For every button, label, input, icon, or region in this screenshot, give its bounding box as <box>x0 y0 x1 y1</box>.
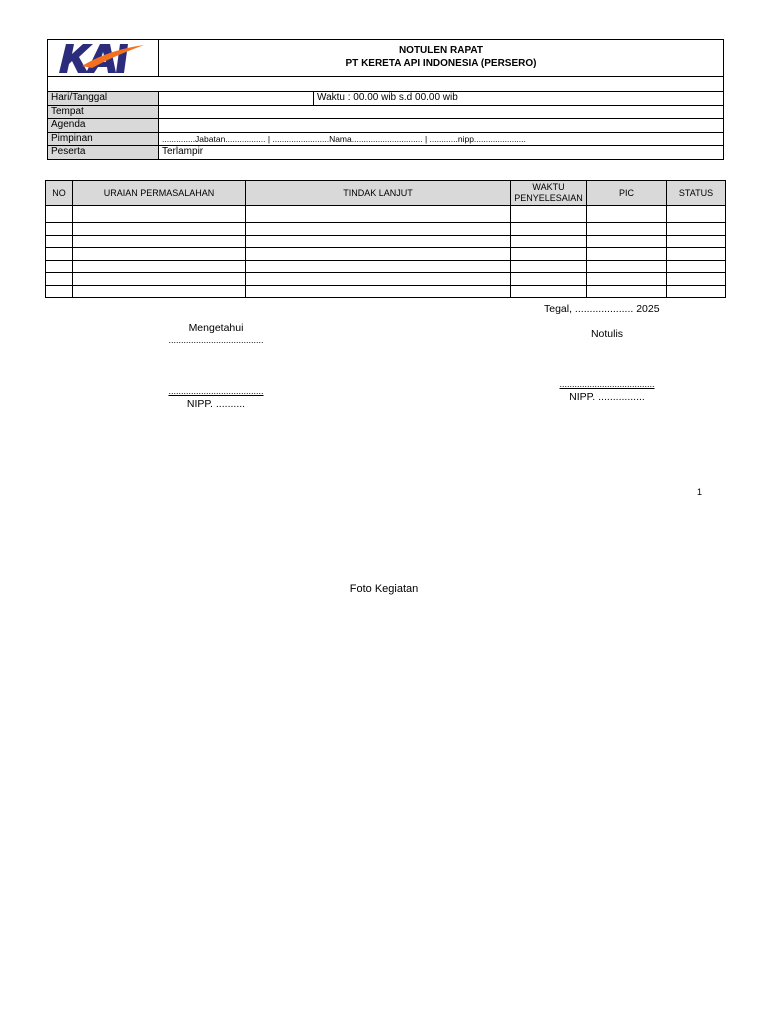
cell-pic[interactable] <box>587 206 667 223</box>
cell-pic[interactable] <box>587 260 667 273</box>
left-nipp: NIPP. .......... <box>186 398 246 410</box>
cell-status[interactable] <box>667 273 726 286</box>
cell-pic[interactable] <box>587 248 667 261</box>
cell-pic[interactable] <box>587 223 667 236</box>
cell-uraian[interactable] <box>73 260 246 273</box>
document-title <box>159 40 723 76</box>
kai-logo-icon <box>48 40 159 76</box>
info-row-hari <box>48 92 724 106</box>
cell-tindak-lanjut[interactable] <box>246 260 511 273</box>
table-row <box>46 273 726 286</box>
cell-tindak-lanjut[interactable] <box>246 285 511 298</box>
document-header <box>47 39 724 77</box>
left-signature-dots: ...................................... <box>168 335 264 345</box>
cell-tindak-lanjut[interactable] <box>246 273 511 286</box>
left-signature-line: ...................................... <box>168 386 264 396</box>
right-signature-line: ...................................... <box>559 379 655 389</box>
cell-tindak-lanjut[interactable] <box>246 235 511 248</box>
cell-no[interactable] <box>46 260 73 273</box>
cell-tindak-lanjut[interactable] <box>246 248 511 261</box>
cell-uraian[interactable] <box>73 273 246 286</box>
peserta-label: Peserta <box>48 146 159 160</box>
cell-no[interactable] <box>46 223 73 236</box>
col-header-tindak-lanjut: TINDAK LANJUT <box>246 181 511 206</box>
cell-uraian[interactable] <box>73 223 246 236</box>
col-header-waktu: WAKTU PENYELESAIAN <box>511 181 587 206</box>
pimpinan-value[interactable]: ..............Jabatan................. | ........................Nama.............................. | ............nipp...................... <box>159 132 724 146</box>
left-signature-title: Mengetahui <box>188 322 244 334</box>
title-line-2: PT KERETA API INDONESIA (PERSERO) <box>345 58 537 69</box>
hari-label: Hari/Tanggal <box>48 92 159 106</box>
info-row-peserta <box>48 146 724 160</box>
col-header-no: NO <box>46 181 73 206</box>
waktu-value[interactable]: Waktu : 00.00 wib s.d 00.00 wib <box>314 92 724 106</box>
cell-no[interactable] <box>46 285 73 298</box>
kai-logo <box>48 40 159 76</box>
table-row <box>46 206 726 223</box>
peserta-value[interactable]: Terlampir <box>159 146 724 160</box>
meeting-info-table <box>47 91 724 160</box>
cell-waktu[interactable] <box>511 285 587 298</box>
cell-uraian[interactable] <box>73 248 246 261</box>
pimpinan-label: Pimpinan <box>48 132 159 146</box>
cell-status[interactable] <box>667 223 726 236</box>
info-row-agenda <box>48 119 724 133</box>
cell-tindak-lanjut[interactable] <box>246 223 511 236</box>
cell-status[interactable] <box>667 206 726 223</box>
cell-status[interactable] <box>667 248 726 261</box>
cell-waktu[interactable] <box>511 273 587 286</box>
cell-uraian[interactable] <box>73 206 246 223</box>
cell-pic[interactable] <box>587 273 667 286</box>
agenda-value[interactable] <box>159 119 724 133</box>
cell-waktu[interactable] <box>511 235 587 248</box>
cell-waktu[interactable] <box>511 248 587 261</box>
cell-pic[interactable] <box>587 235 667 248</box>
right-signature-title: Notulis <box>590 328 624 340</box>
table-body <box>46 206 726 298</box>
cell-waktu[interactable] <box>511 206 587 223</box>
cell-no[interactable] <box>46 206 73 223</box>
page-number: 1 <box>697 487 703 497</box>
agenda-label: Agenda <box>48 119 159 133</box>
discussion-table <box>45 180 726 298</box>
info-row-tempat <box>48 105 724 119</box>
cell-uraian[interactable] <box>73 285 246 298</box>
tempat-value[interactable] <box>159 105 724 119</box>
tempat-label: Tempat <box>48 105 159 119</box>
cell-status[interactable] <box>667 235 726 248</box>
col-header-uraian: URAIAN PERMASALAHAN <box>73 181 246 206</box>
cell-waktu[interactable] <box>511 223 587 236</box>
col-header-pic: PIC <box>587 181 667 206</box>
table-row <box>46 235 726 248</box>
title-line-1: NOTULEN RAPAT <box>398 45 484 56</box>
hari-value[interactable] <box>159 92 314 106</box>
col-header-status: STATUS <box>667 181 726 206</box>
cell-pic[interactable] <box>587 285 667 298</box>
cell-no[interactable] <box>46 235 73 248</box>
cell-uraian[interactable] <box>73 235 246 248</box>
table-row <box>46 285 726 298</box>
cell-tindak-lanjut[interactable] <box>246 206 511 223</box>
cell-no[interactable] <box>46 273 73 286</box>
header-spacer <box>47 77 724 91</box>
table-row <box>46 248 726 261</box>
table-row <box>46 260 726 273</box>
table-row <box>46 223 726 236</box>
cell-status[interactable] <box>667 285 726 298</box>
right-nipp: NIPP. ................ <box>569 391 645 403</box>
cell-no[interactable] <box>46 248 73 261</box>
cell-waktu[interactable] <box>511 260 587 273</box>
table-header-row <box>46 181 726 206</box>
cell-status[interactable] <box>667 260 726 273</box>
photo-caption: Foto Kegiatan <box>349 583 419 595</box>
place-date: Tegal, .................... 2025 <box>544 303 660 315</box>
info-row-pimpinan <box>48 132 724 146</box>
